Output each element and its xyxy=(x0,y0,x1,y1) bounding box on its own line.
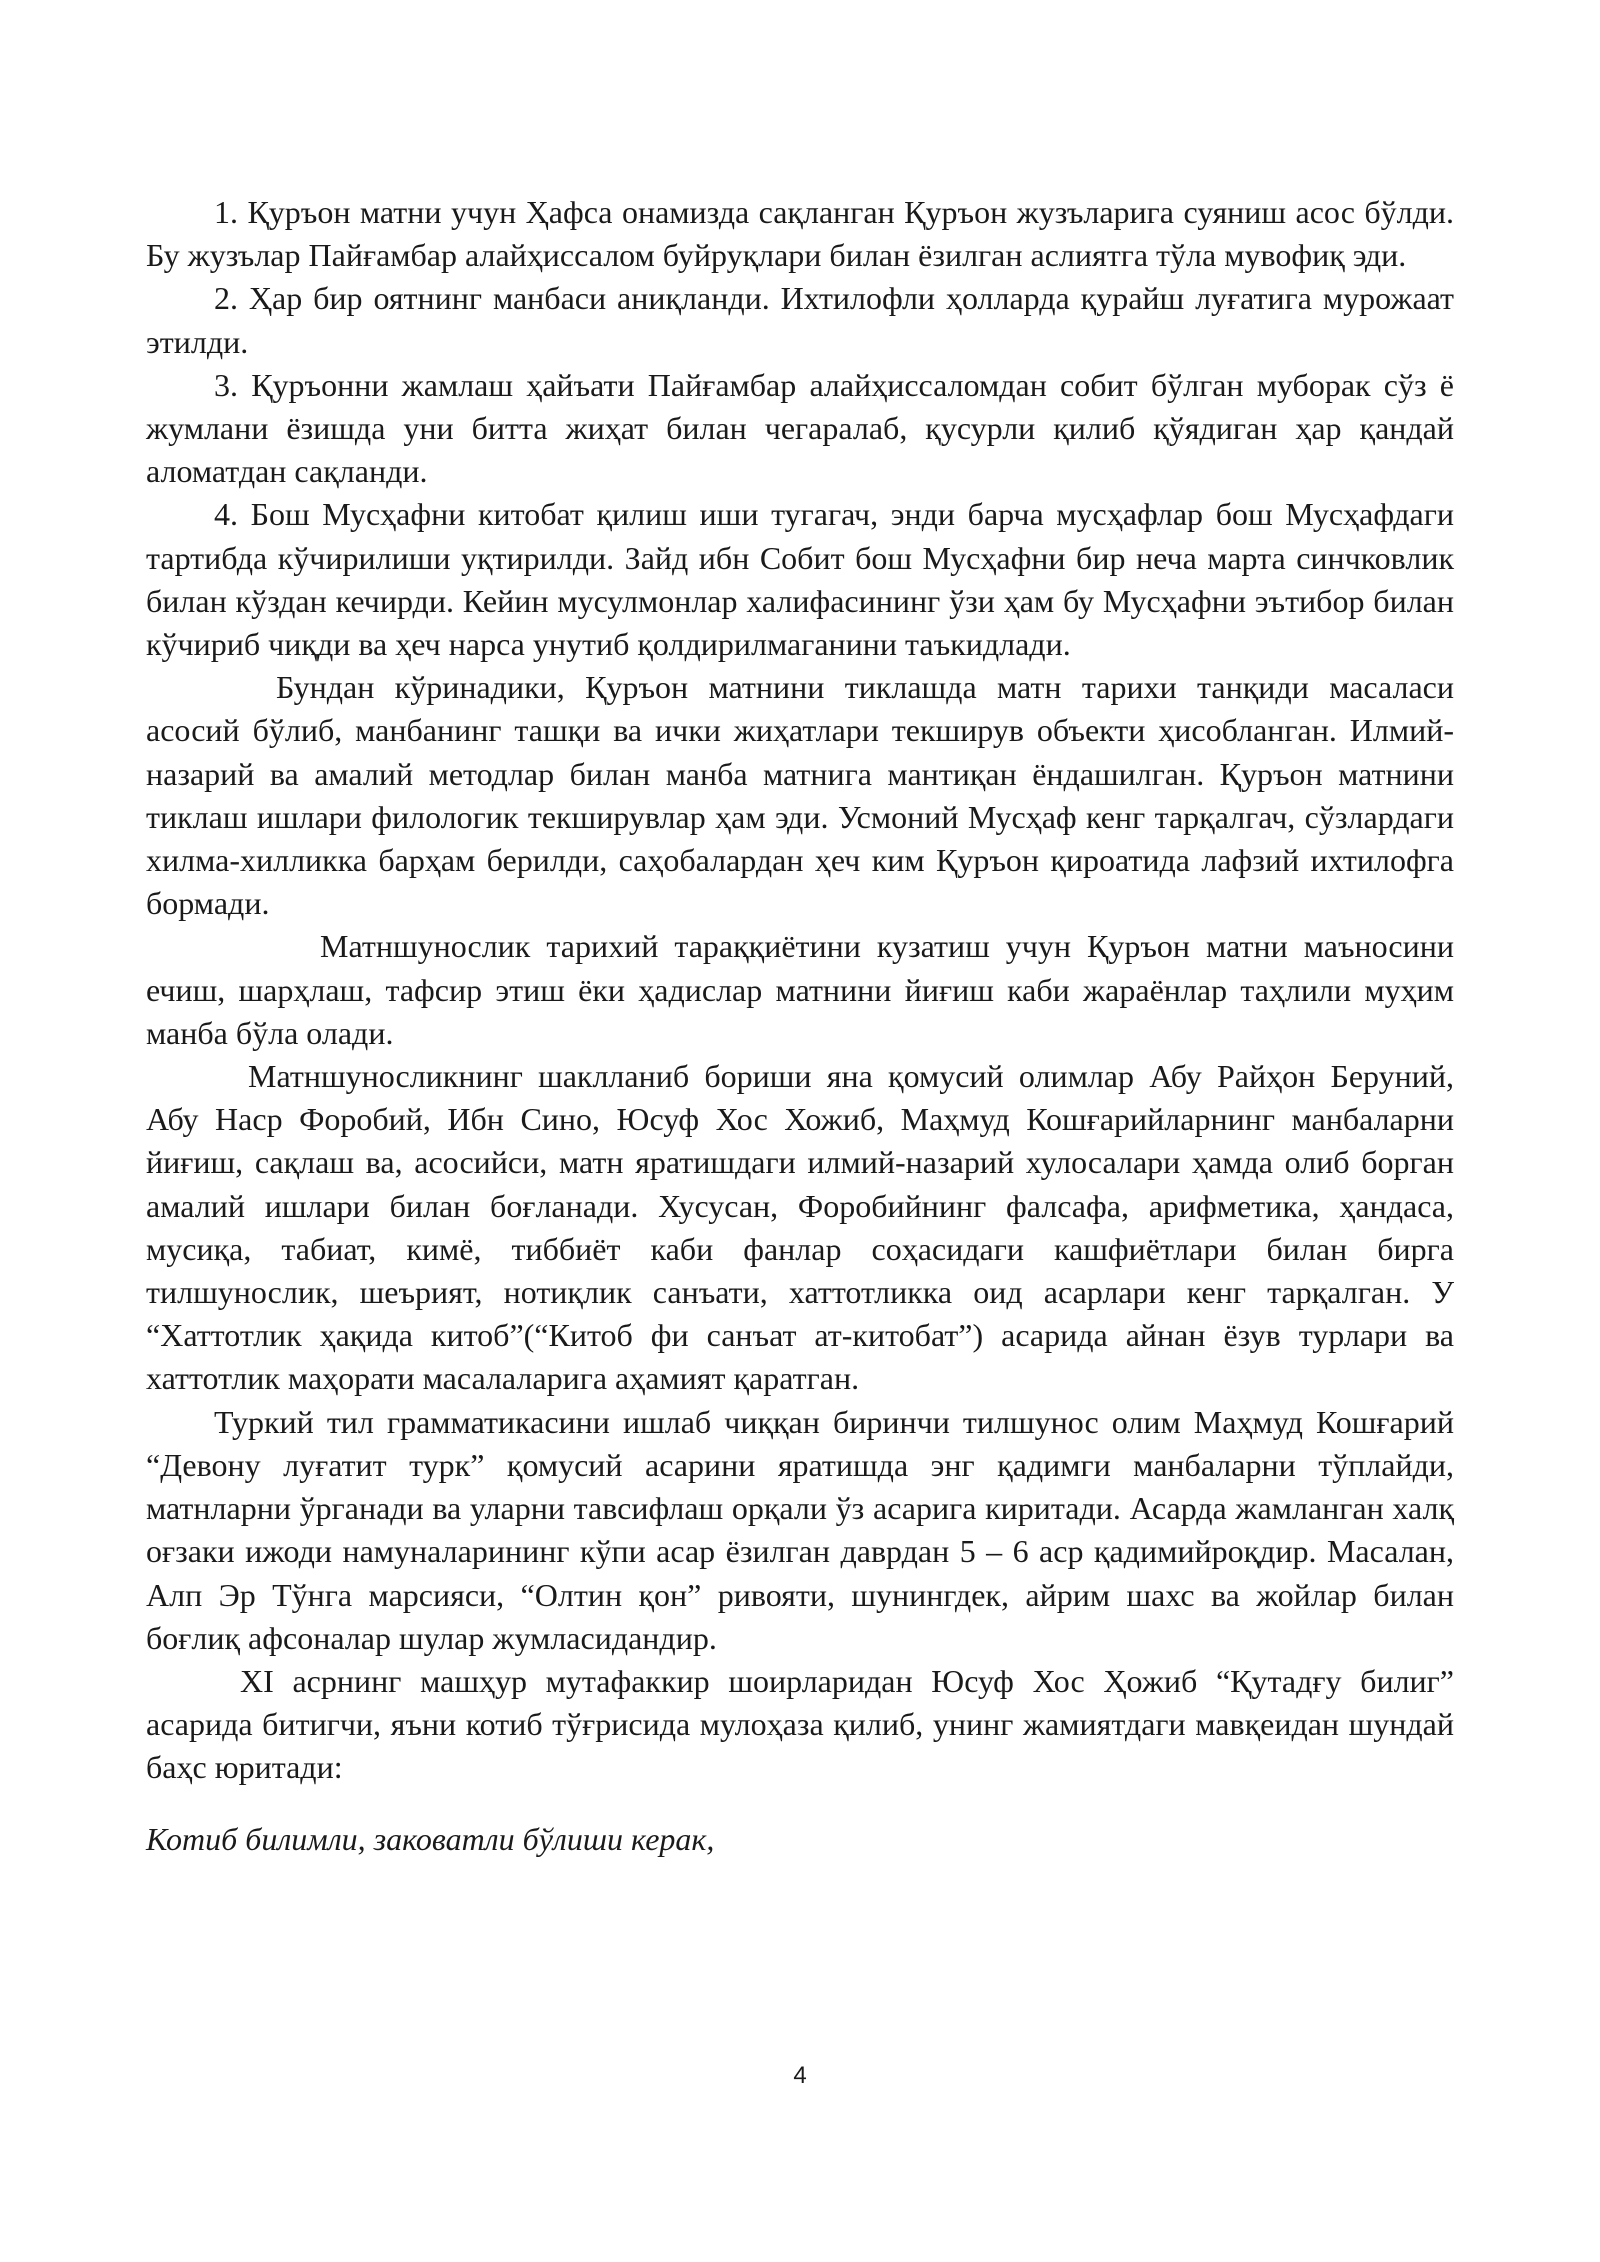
paragraph-textology-history: Матншунослик тарихий тараққиётини кузатиш учун Қуръон матни маъносини ечиш, шарҳлаш, тафсир этиш ёки ҳадислар матнини йиғиш каби жараёнлар таҳлили муҳим манба бўла олади. xyxy=(146,928,1454,1051)
paragraph-yusuf-xos-hojib: XI асрнинг машҳур мутафаккир шоирларидан Юсуф Хос Ҳожиб “Қутадғу билиг” асарида битигчи, яъни котиб тўғрисида мулоҳаза қилиб, унинг жамиятдаги мавқеидан шундай баҳс юритади: xyxy=(146,1662,1454,1786)
paragraph-item-3: 3. Қуръонни жамлаш ҳайъати Пайғамбар алайҳиссаломдан собит бўлган муборак сўз ё жумлани ёзишда уни битта жиҳат билан чегаралаб, қусурли қилиб қўядиган ҳар қандай аломатдан сақланди. xyxy=(146,366,1454,490)
paragraph-item-1: 1. Қуръон матни учун Ҳафса онамизда сақланган Қуръон жузъларига суяниш асос бўлди. Бу жузълар Пайғамбар алайҳиссалом буйруқлари билан ёзилган аслиятга тўла мувофиқ эди. xyxy=(146,194,1454,274)
paragraph-item-2: 2. Ҳар бир оятнинг манбаси аниқланди. Ихтилофли ҳолларда қурайш луғатига мурожаат этилди. xyxy=(146,280,1454,360)
verse-line: Котиб билимли, заковатли бўлиши керак, xyxy=(146,1820,715,1857)
paragraph-item-4: 4. Бош Мусҳафни китобат қилиш иши тугагач, энди барча мусҳафлар бош Мусҳафдаги тартибда кўчирилиши уқтирилди. Зайд ибн Собит бош Мусҳафни бир неча марта синчковлик билан кўздан кечирди. Кейин мусулмонлар халифасининг ўзи ҳам бу Мусҳафни эътибор билан кўчириб чиқди ва ҳеч нарса унутиб қолдирилмаганини таъкидлади. xyxy=(146,496,1454,663)
paragraph-quran-text-restoration: Бундан кўринадики, Қуръон матнини тиклашда матн тарихи танқиди масаласи асосий бўлиб, манбанинг ташқи ва ички жиҳатлари текширув объекти ҳисобланган. Илмий-назарий ва амалий методлар билан манба матнига мантиқан ёндашилган. Қуръон матнини тиклаш ишлари филологик текширувлар ҳам эди. Усмоний Мусҳаф кенг тарқалгач, сўзлардаги хилма-хилликка барҳам берилди, саҳобалардан ҳеч ким Қуръон қироатида лафзий ихтилофга бормади. xyxy=(146,669,1454,922)
paragraph-encyclopedic-scholars: Матншуносликнинг шаклланиб бориши яна қомусий олимлар Абу Райҳон Беруний, Абу Наср Форобий, Ибн Сино, Юсуф Хос Хожиб, Маҳмуд Кошғарийларнинг манбаларни йиғиш, сақлаш ва, асосийси, матн яратишдаги илмий-назарий хулосалари ҳамда олиб борган амалий ишлари билан боғланади. Хусусан, Форобийнинг фалсафа, арифметика, ҳандаса, мусиқа, табиат, кимё, тиббиёт каби фанлар соҳасидаги кашфиётлари билан бирга тилшунослик, шеърият, нотиқлик санъати, хаттотликка оид асарлари кенг тарқалган. У “Хаттотлик ҳақида китоб”(“Китоб фи санъат ат-китобат”) асарида айнан ёзув турлари ва хаттотлик маҳорати масалаларига аҳамият қаратган. xyxy=(146,1058,1454,1397)
document-body xyxy=(146,191,1454,1861)
paragraph-mahmud-koshgariy: Туркий тил грамматикасини ишлаб чиққан биринчи тилшунос олим Маҳмуд Кошғарий “Девону луғатит турк” қомусий асарини яратишда энг қадимги манбаларни тўплайди, матнларни ўрганади ва уларни тавсифлаш орқали ўз асарига киритади. Асарда жамланган халқ оғзаки ижоди намуналарининг кўпи асар ёзилган даврдан 5 – 6 аср қадимийроқдир. Масалан, Алп Эр Тўнга марсияси, “Олтин қон” ривояти, шунингдек, айрим шахс ва жойлар билан боғлиқ афсоналар шулар жумласидандир. xyxy=(146,1403,1454,1656)
page-number: 4 xyxy=(793,2062,807,2089)
